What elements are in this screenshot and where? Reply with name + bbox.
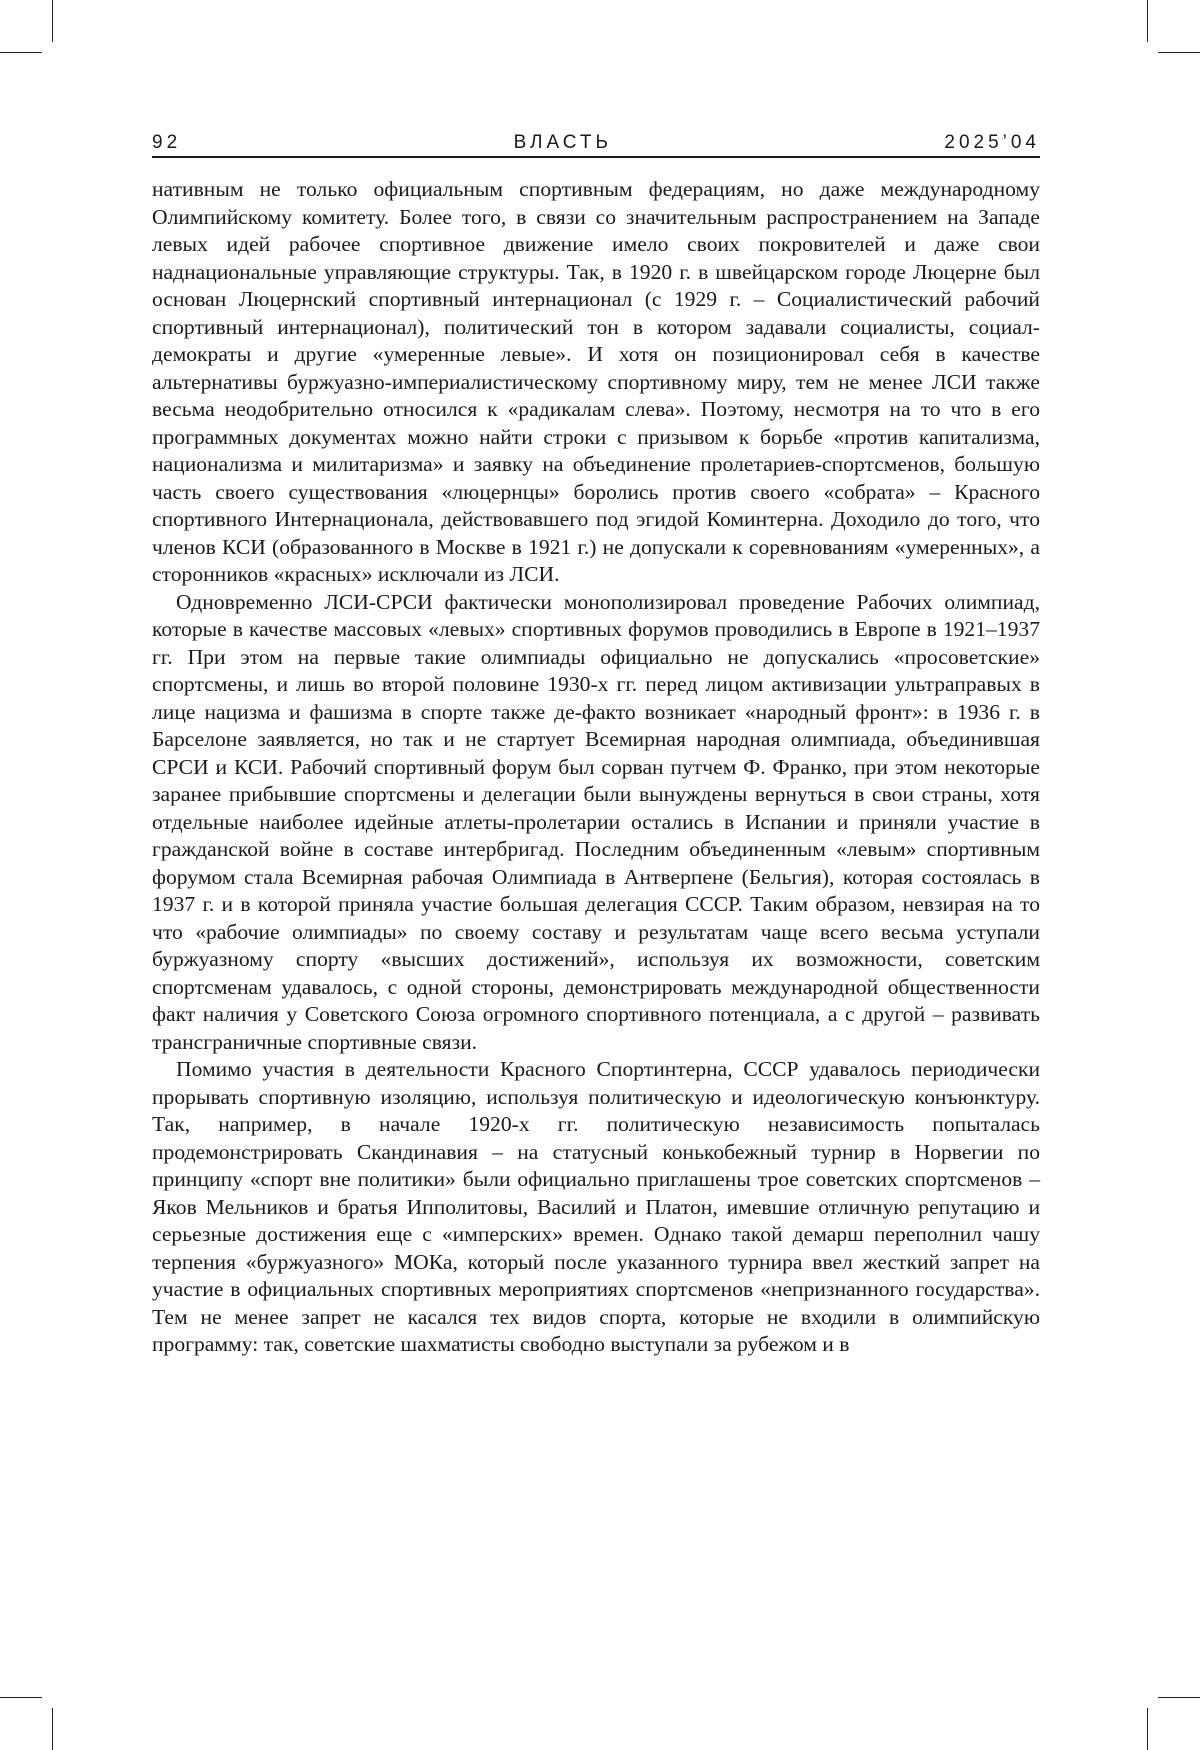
crop-mark bbox=[1147, 0, 1148, 42]
journal-title: ВЛАСТЬ bbox=[514, 133, 612, 152]
issue-number: 2025’04 bbox=[944, 133, 1040, 152]
article-body bbox=[152, 176, 1040, 1359]
crop-mark bbox=[1147, 1708, 1148, 1750]
paragraph: Одновременно ЛСИ-СРСИ фактически монополизировал проведение Рабочих олимпиад, которые в качестве массовых «левых» спортивных форумов проводились в Европе в 1921–1937 гг. При этом на первые такие олимпиады официально не допускались «просоветские» спортсмены, и лишь во второй половине 1930-х гг. перед лицом активизации ультраправых в лице нацизма и фашизма в спорте также де-факто возникает «народный фронт»: в 1936 г. в Барселоне заявляется, но так и не стартует Всемирная народная олимпиада, объединившая СРСИ и КСИ. Рабочий спортивный форум был сорван путчем Ф. Франко, при этом некоторые заранее прибывшие спортсмены и делегации были вынуждены вернуться в свои страны, хотя отдельные наиболее идейные атлеты-пролетарии остались в Испании и приняли участие в гражданской войне в составе интербригад. Последним объединенным «левым» спортивным форумом стала Всемирная рабочая Олимпиада в Антверпене (Бельгия), которая состоялась в 1937 г. и в которой приняла участие большая делегация СССР. Таким образом, невзирая на то что «рабочие олимпиады» по своему составу и результатам чаще всего весьма уступали буржуазному спорту «высших достижений», используя их возможности, советским спортсменам удавалось, с одной стороны, демонстрировать международной общественности факт наличия у Советского Союза огромного спортивного потенциала, а с другой – развивать трансграничные спортивные связи. bbox=[152, 589, 1040, 1057]
crop-mark bbox=[1158, 52, 1200, 53]
running-head bbox=[152, 126, 1040, 158]
crop-mark bbox=[1158, 1697, 1200, 1698]
paragraph: нативным не только официальным спортивным федерациям, но даже международному Олимпийскому комитету. Более того, в связи со значительным распространением на Западе левых идей рабочее спортивное движение имело своих покровителей и даже свои наднациональные управляющие структуры. Так, в 1920 г. в швейцарском городе Люцерне был основан Люцернский спортивный интернационал (с 1929 г. – Социалистический рабочий спортивный интернационал), политический тон в котором задавали социалисты, социал-демократы и другие «умеренные левые». И хотя он позиционировал себя в качестве альтернативы буржуазно-империалистическому спортивному миру, тем не менее ЛСИ также весьма неодобрительно относился к «радикалам слева». Поэтому, несмотря на то что в его программных документах можно найти строки с призывом к борьбе «против капитализма, национализма и милитаризма» и заявку на объединение пролетариев-спортсменов, большую часть своего существования «люцернцы» боролись против своего «собрата» – Красного спортивного Интернационала, действовавшего под эгидой Коминтерна. Доходило до того, что членов КСИ (образованного в Москве в 1921 г.) не допускали к соревнованиям «умеренных», а сторонников «красных» исключали из ЛСИ. bbox=[152, 176, 1040, 589]
crop-mark bbox=[0, 52, 42, 53]
crop-mark bbox=[0, 1697, 42, 1698]
page-number: 92 bbox=[152, 133, 181, 152]
crop-mark bbox=[52, 1708, 53, 1750]
crop-mark bbox=[52, 0, 53, 42]
paragraph: Помимо участия в деятельности Красного Спортинтерна, СССР удавалось периодически прорывать спортивную изоляцию, используя политическую и идеологическую конъюнктуру. Так, например, в начале 1920-х гг. политическую независимость попыталась продемонстрировать Скандинавия – на статусный конькобежный турнир в Норвегии по принципу «спорт вне политики» были официально приглашены трое советских спортсменов – Яков Мельников и братья Ипполитовы, Василий и Платон, имевшие отличную репутацию и серьезные достижения еще с «имперских» времен. Однако такой демарш переполнил чашу терпения «буржуазного» МОКа, который после указанного турнира ввел жесткий запрет на участие в официальных спортивных мероприятиях спортсменов «непризнанного государства». Тем не менее запрет не касался тех видов спорта, которые не входили в олимпийскую программу: так, советские шахматисты свободно выступали за рубежом и в bbox=[152, 1056, 1040, 1359]
page bbox=[152, 126, 1040, 1359]
